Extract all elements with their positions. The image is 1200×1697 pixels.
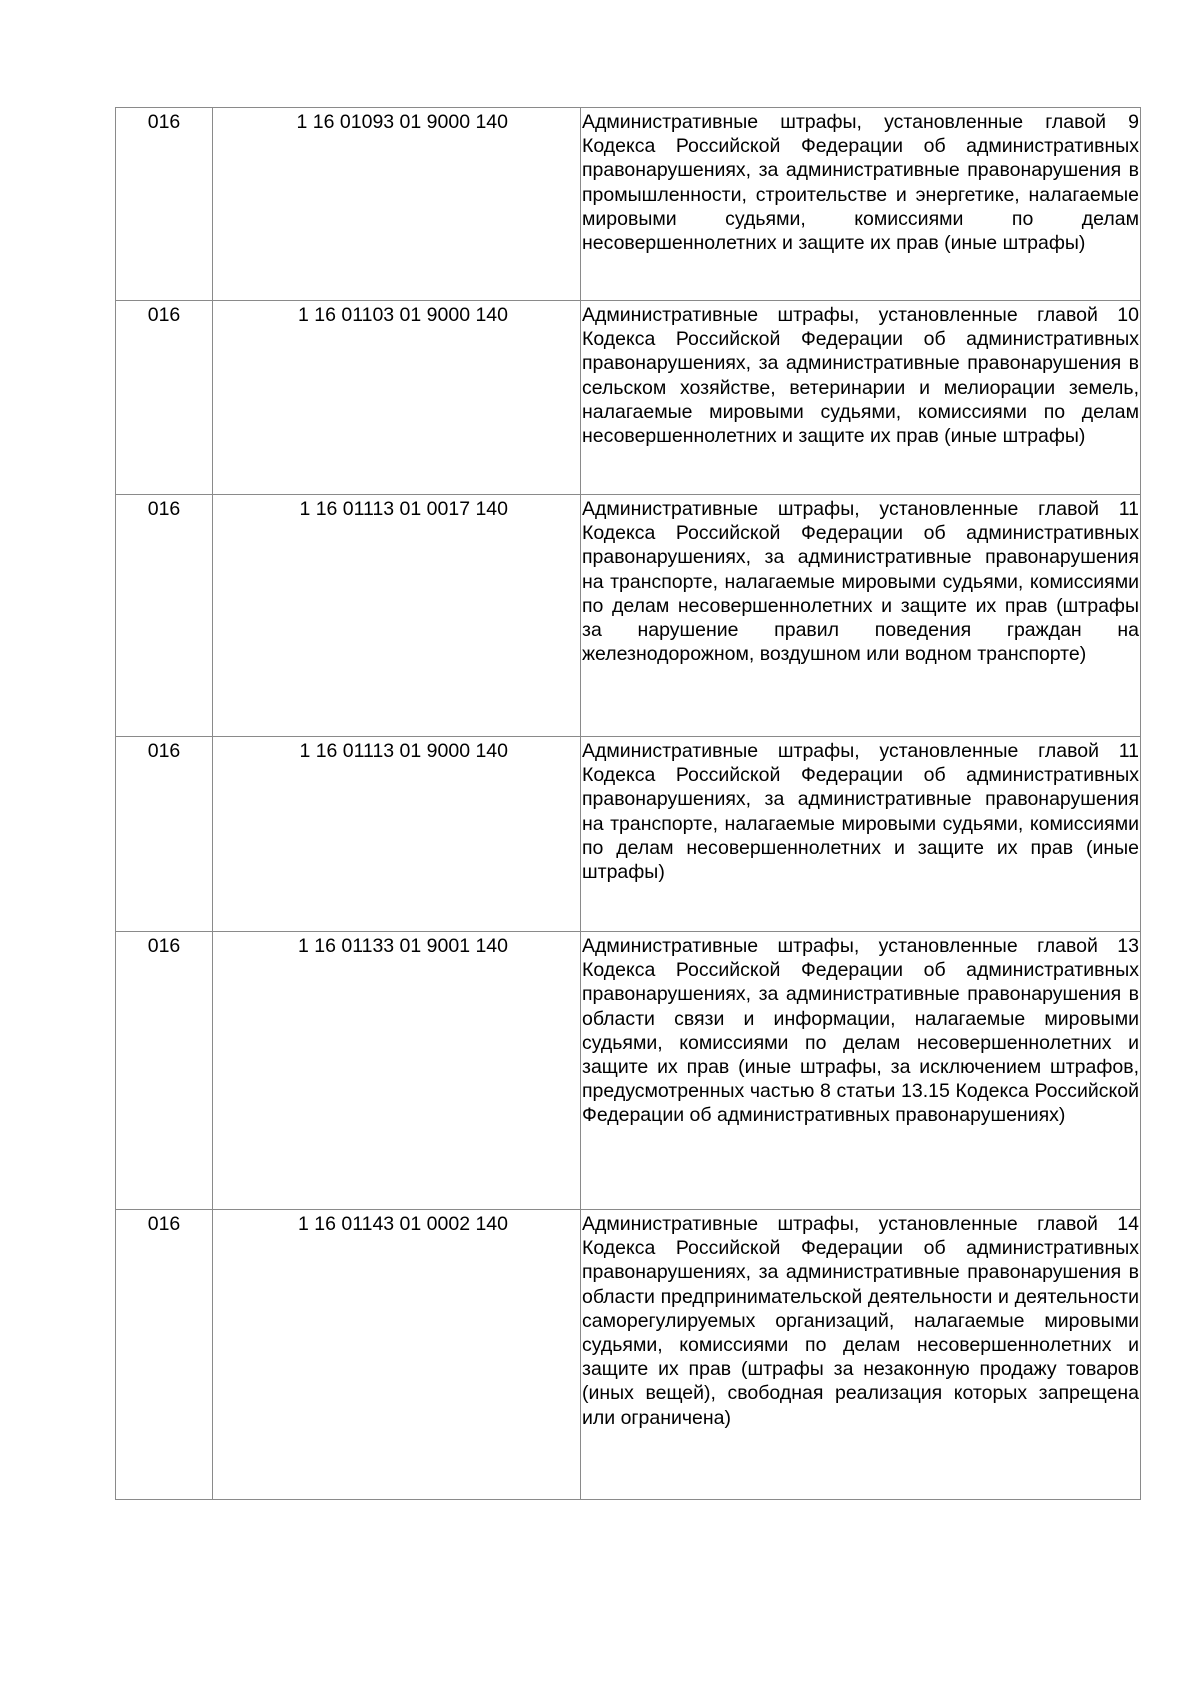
table-row — [116, 495, 1141, 737]
description-cell: Административные штрафы, установленные главой 13 Кодекса Российской Федерации об административных правонарушениях, за административные правонарушения в области связи и информации, налагаемые мировыми судьями, комиссиями по делам несовершеннолетних и защите их прав (иные штрафы, за исключением штрафов, предусмотренных частью 8 статьи 13.15 Кодекса Российской Федерации об административных правонарушениях) — [581, 932, 1141, 1210]
description-cell: Административные штрафы, установленные главой 11 Кодекса Российской Федерации об административных правонарушениях, за административные правонарушения на транспорте, налагаемые мировыми судьями, комиссиями по делам несовершеннолетних и защите их прав (иные штрафы) — [581, 737, 1141, 932]
budget-code-cell: 1 16 01133 01 9001 140 — [213, 932, 581, 1210]
admin-code-cell: 016 — [116, 301, 213, 495]
admin-code-cell: 016 — [116, 108, 213, 301]
admin-code-cell: 016 — [116, 737, 213, 932]
budget-code-cell: 1 16 01143 01 0002 140 — [213, 1210, 581, 1500]
description-cell: Административные штрафы, установленные главой 14 Кодекса Российской Федерации об административных правонарушениях, за административные правонарушения в области предпринимательской деятельности и деятельности саморегулируемых организаций, налагаемые мировыми судьями, комиссиями по делам несовершеннолетних и защите их прав (штрафы за незаконную продажу товаров (иных вещей), свободная реализация которых запрещена или ограничена) — [581, 1210, 1141, 1500]
budget-code-cell: 1 16 01103 01 9000 140 — [213, 301, 581, 495]
budget-codes-table — [115, 107, 1141, 1500]
description-cell: Административные штрафы, установленные главой 9 Кодекса Российской Федерации об административных правонарушениях, за административные правонарушения в промышленности, строительстве и энергетике, налагаемые мировыми судьями, комиссиями по делам несовершеннолетних и защите их прав (иные штрафы) — [581, 108, 1141, 301]
table-row — [116, 108, 1141, 301]
table-row — [116, 932, 1141, 1210]
admin-code-cell: 016 — [116, 1210, 213, 1500]
budget-code-cell: 1 16 01093 01 9000 140 — [213, 108, 581, 301]
description-cell: Административные штрафы, установленные главой 11 Кодекса Российской Федерации об административных правонарушениях, за административные правонарушения на транспорте, налагаемые мировыми судьями, комиссиями по делам несовершеннолетних и защите их прав (штрафы за нарушение правил поведения граждан на железнодорожном, воздушном или водном транспорте) — [581, 495, 1141, 737]
admin-code-cell: 016 — [116, 495, 213, 737]
budget-code-cell: 1 16 01113 01 0017 140 — [213, 495, 581, 737]
table-row — [116, 1210, 1141, 1500]
table-row — [116, 737, 1141, 932]
admin-code-cell: 016 — [116, 932, 213, 1210]
description-cell: Административные штрафы, установленные главой 10 Кодекса Российской Федерации об административных правонарушениях, за административные правонарушения в сельском хозяйстве, ветеринарии и мелиорации земель, налагаемые мировыми судьями, комиссиями по делам несовершеннолетних и защите их прав (иные штрафы) — [581, 301, 1141, 495]
budget-code-cell: 1 16 01113 01 9000 140 — [213, 737, 581, 932]
table-row — [116, 301, 1141, 495]
